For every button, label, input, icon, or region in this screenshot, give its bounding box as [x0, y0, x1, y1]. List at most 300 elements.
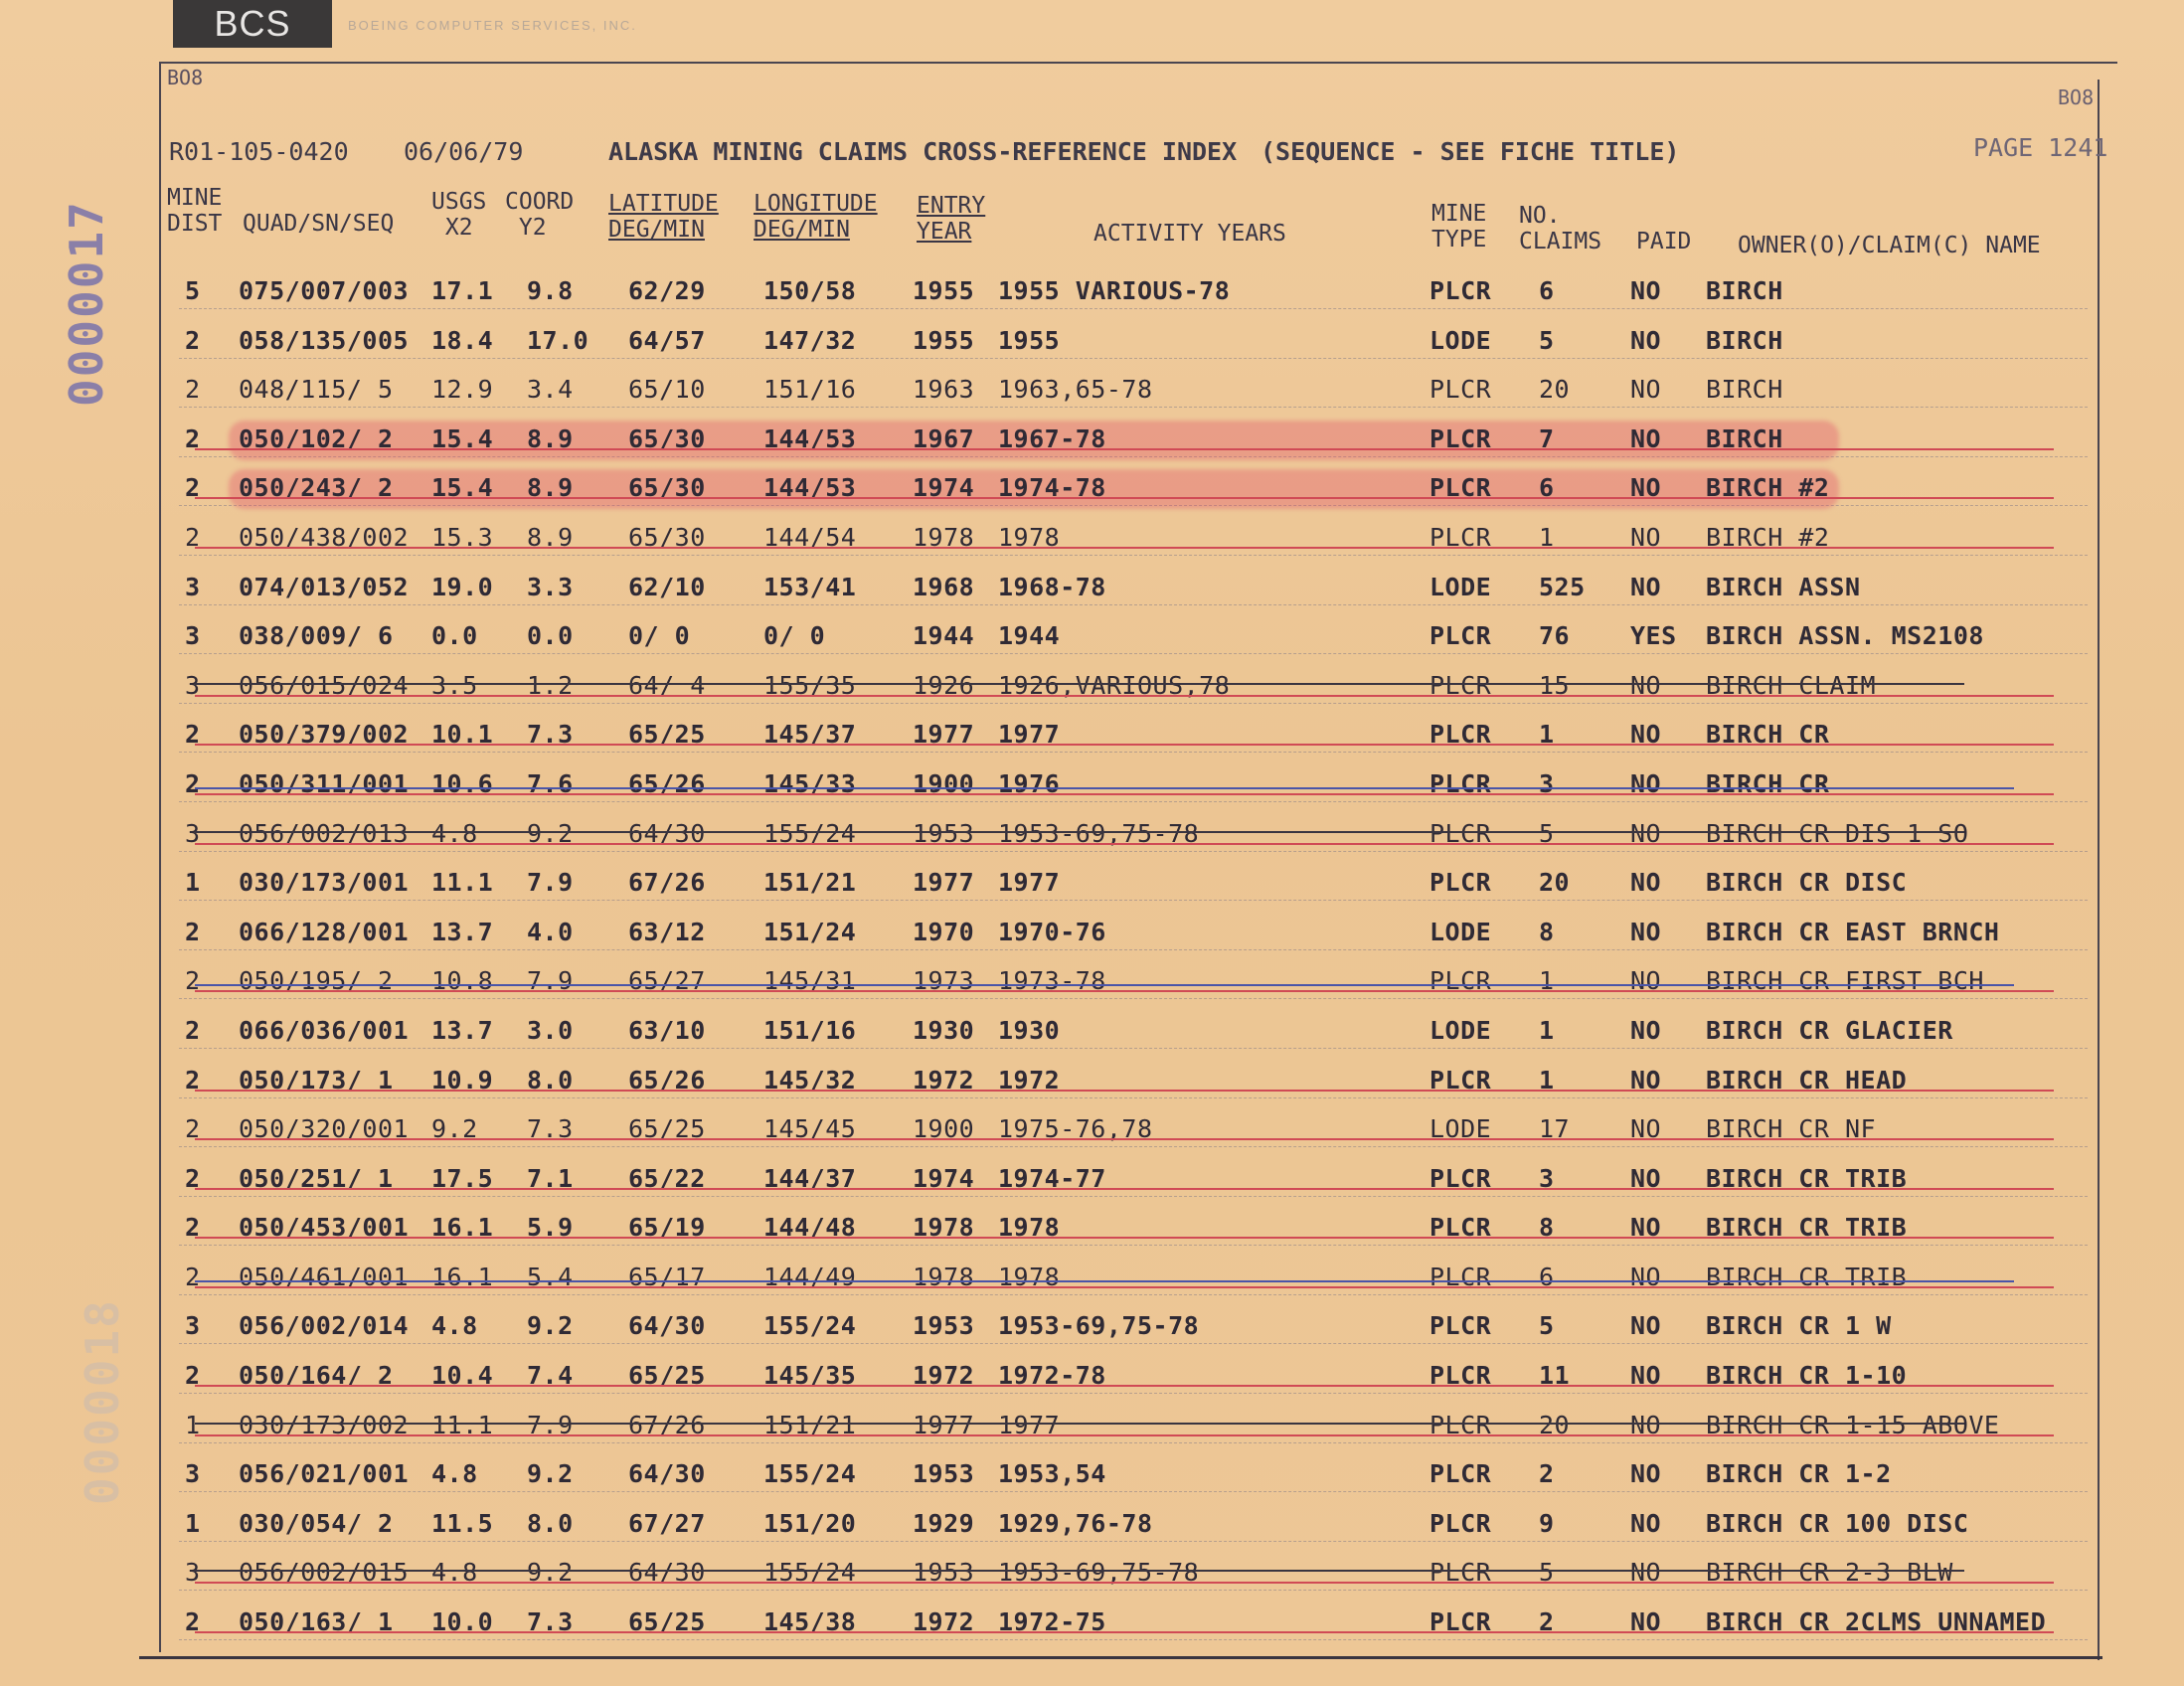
col-header-paid: PAID	[1636, 229, 1692, 254]
cell-mine-dist: 3	[185, 818, 201, 848]
frame-top-border	[161, 62, 2117, 64]
side-stamp-number: 0000017	[60, 200, 113, 407]
cell-usgs-x2: 10.6	[431, 768, 494, 798]
cell-activity-years: 1977	[998, 1410, 1061, 1439]
table-row	[0, 856, 2184, 906]
report-date: 06/06/79	[404, 137, 524, 166]
cell-activity-years: 1977	[998, 868, 1061, 898]
cell-mine-dist: 3	[185, 1459, 201, 1489]
red-underline-mark	[195, 1188, 2054, 1190]
cell-quad-sn-seq: 050/163/ 1	[239, 1607, 394, 1637]
cell-owner-claim-name: BIRCH CR	[1706, 720, 1830, 750]
cell-usgs-x2: 11.1	[431, 1410, 494, 1439]
cell-mine-dist: 3	[185, 1558, 201, 1588]
report-sequence-note: (SEQUENCE - SEE FICHE TITLE)	[1260, 137, 1680, 166]
blue-strikethrough-mark	[195, 984, 2014, 986]
cell-quad-sn-seq: 050/311/001	[239, 768, 410, 798]
cell-longitude: 145/45	[763, 1114, 857, 1144]
cell-no-claims: 525	[1539, 572, 1586, 601]
cell-activity-years: 1968-78	[998, 572, 1106, 601]
cell-quad-sn-seq: 050/320/001	[239, 1114, 410, 1144]
cell-coord-y2: 7.4	[527, 1361, 574, 1391]
cell-longitude: 144/53	[763, 473, 857, 503]
cell-latitude: 67/26	[628, 1410, 706, 1439]
cell-longitude: 155/35	[763, 670, 857, 700]
cell-quad-sn-seq: 050/164/ 2	[239, 1361, 394, 1391]
cell-longitude: 155/24	[763, 1311, 857, 1341]
cell-usgs-x2: 4.8	[431, 818, 478, 848]
cell-owner-claim-name: BIRCH CR 1-2	[1706, 1459, 1892, 1489]
cell-mine-dist: 2	[185, 1015, 201, 1045]
black-strikethrough-mark	[195, 1570, 1964, 1572]
cell-entry-year: 1972	[913, 1065, 975, 1095]
cell-paid: NO	[1630, 1213, 1662, 1243]
col-header-entry-year: ENTRY YEAR	[917, 193, 986, 245]
cell-usgs-x2: 11.5	[431, 1508, 494, 1538]
cell-quad-sn-seq: 058/135/005	[239, 325, 410, 355]
cell-entry-year: 1968	[913, 572, 975, 601]
cell-coord-y2: 8.9	[527, 473, 574, 503]
cell-entry-year: 1977	[913, 720, 975, 750]
cell-latitude: 65/30	[628, 522, 706, 552]
table-row	[0, 659, 2184, 709]
cell-no-claims: 20	[1539, 1410, 1571, 1439]
cell-mine-dist: 3	[185, 670, 201, 700]
cell-usgs-x2: 9.2	[431, 1114, 478, 1144]
row-separator	[179, 1491, 2088, 1492]
cell-latitude: 65/17	[628, 1262, 706, 1291]
cell-latitude: 64/30	[628, 1558, 706, 1588]
row-separator	[179, 703, 2088, 704]
cell-activity-years: 1973-78	[998, 966, 1106, 996]
cell-paid: NO	[1630, 1459, 1662, 1489]
cell-quad-sn-seq: 066/036/001	[239, 1015, 410, 1045]
cell-paid: NO	[1630, 473, 1662, 503]
cell-quad-sn-seq: 038/009/ 6	[239, 621, 394, 651]
cell-owner-claim-name: BIRCH CR EAST BRNCH	[1706, 917, 2000, 946]
col-header-coord-y2: COORD Y2	[505, 189, 575, 241]
cell-quad-sn-seq: 056/015/024	[239, 670, 410, 700]
cell-quad-sn-seq: 030/173/001	[239, 868, 410, 898]
table-row	[0, 363, 2184, 413]
cell-activity-years: 1967-78	[998, 423, 1106, 453]
cell-activity-years: 1944	[998, 621, 1061, 651]
black-strikethrough-mark	[195, 683, 1964, 685]
frame-bottom-border	[139, 1656, 2102, 1659]
cell-coord-y2: 17.0	[527, 325, 589, 355]
cell-usgs-x2: 15.3	[431, 522, 494, 552]
cell-paid: YES	[1630, 621, 1677, 651]
table-row	[0, 1349, 2184, 1399]
row-separator	[179, 998, 2088, 999]
cell-latitude: 64/ 4	[628, 670, 706, 700]
red-underline-mark	[195, 1286, 2054, 1288]
cell-paid: NO	[1630, 1558, 1662, 1588]
cell-entry-year: 1963	[913, 375, 975, 405]
red-underline-mark	[195, 1385, 2054, 1387]
cell-latitude: 62/10	[628, 572, 706, 601]
cell-coord-y2: 8.0	[527, 1065, 574, 1095]
cell-no-claims: 5	[1539, 818, 1555, 848]
cell-mine-type: PLCR	[1429, 1065, 1492, 1095]
table-row	[0, 1152, 2184, 1202]
cell-owner-claim-name: BIRCH CR HEAD	[1706, 1065, 1908, 1095]
cell-owner-claim-name: BIRCH CR TRIB	[1706, 1262, 1908, 1291]
cell-mine-type: PLCR	[1429, 473, 1492, 503]
cell-entry-year: 1977	[913, 1410, 975, 1439]
cell-activity-years: 1970-76	[998, 917, 1106, 946]
table-row	[0, 1546, 2184, 1596]
cell-longitude: 145/31	[763, 966, 857, 996]
cell-owner-claim-name: BIRCH CR GLACIER	[1706, 1015, 1953, 1045]
cell-longitude: 145/32	[763, 1065, 857, 1095]
page-number: PAGE 1241	[1973, 133, 2108, 162]
cell-paid: NO	[1630, 670, 1662, 700]
cell-mine-dist: 2	[185, 1262, 201, 1291]
side-stamp-number-faint: 0000018	[76, 1298, 129, 1505]
cell-entry-year: 1978	[913, 1262, 975, 1291]
cell-no-claims: 1	[1539, 522, 1555, 552]
cell-mine-type: PLCR	[1429, 621, 1492, 651]
cell-owner-claim-name: BIRCH ASSN. MS2108	[1706, 621, 1984, 651]
cell-usgs-x2: 3.5	[431, 670, 478, 700]
cell-paid: NO	[1630, 1163, 1662, 1193]
cell-mine-dist: 2	[185, 522, 201, 552]
table-row	[0, 1251, 2184, 1300]
col-header-longitude: LONGITUDE DEG/MIN	[754, 191, 878, 243]
cell-entry-year: 1967	[913, 423, 975, 453]
cell-paid: NO	[1630, 966, 1662, 996]
cell-latitude: 65/25	[628, 720, 706, 750]
cell-quad-sn-seq: 050/195/ 2	[239, 966, 394, 996]
cell-entry-year: 1973	[913, 966, 975, 996]
row-separator	[179, 358, 2088, 359]
cell-longitude: 151/21	[763, 868, 857, 898]
cell-latitude: 65/25	[628, 1361, 706, 1391]
red-underline-mark	[195, 744, 2054, 746]
cell-longitude: 153/41	[763, 572, 857, 601]
cell-usgs-x2: 10.1	[431, 720, 494, 750]
row-separator	[179, 949, 2088, 950]
cell-entry-year: 1953	[913, 1558, 975, 1588]
row-separator	[179, 555, 2088, 556]
cell-mine-dist: 1	[185, 1410, 201, 1439]
cell-activity-years: 1930	[998, 1015, 1061, 1045]
table-row	[0, 807, 2184, 857]
cell-no-claims: 7	[1539, 423, 1555, 453]
cell-entry-year: 1900	[913, 768, 975, 798]
cell-longitude: 144/37	[763, 1163, 857, 1193]
cell-mine-type: PLCR	[1429, 1558, 1492, 1588]
cell-entry-year: 1972	[913, 1361, 975, 1391]
cell-owner-claim-name: BIRCH CR 1-15 ABOVE	[1706, 1410, 2000, 1439]
red-underline-mark	[195, 1631, 2054, 1633]
row-separator	[179, 1393, 2088, 1394]
cell-mine-type: PLCR	[1429, 768, 1492, 798]
cell-coord-y2: 9.2	[527, 818, 574, 848]
red-underline-mark	[195, 1090, 2054, 1092]
cell-quad-sn-seq: 030/173/002	[239, 1410, 410, 1439]
cell-usgs-x2: 13.7	[431, 1015, 494, 1045]
cell-quad-sn-seq: 074/013/052	[239, 572, 410, 601]
cell-no-claims: 5	[1539, 1311, 1555, 1341]
cell-latitude: 62/29	[628, 276, 706, 305]
cell-coord-y2: 7.6	[527, 768, 574, 798]
cell-mine-type: LODE	[1429, 572, 1492, 601]
cell-owner-claim-name: BIRCH	[1706, 375, 1783, 405]
red-underline-mark	[195, 1138, 2054, 1140]
red-underline-mark	[195, 843, 2054, 845]
cell-owner-claim-name: BIRCH CR DIS 1 SO	[1706, 818, 1969, 848]
cell-usgs-x2: 17.1	[431, 276, 494, 305]
col-header-mine-dist: MINE DIST	[167, 185, 223, 237]
row-separator	[179, 801, 2088, 802]
cell-coord-y2: 1.2	[527, 670, 574, 700]
cell-paid: NO	[1630, 325, 1662, 355]
cell-latitude: 65/19	[628, 1213, 706, 1243]
cell-longitude: 144/49	[763, 1262, 857, 1291]
red-underline-mark	[195, 990, 2054, 992]
col-header-latitude: LATITUDE DEG/MIN	[608, 191, 719, 243]
col-header-usgs-x2: USGS X2	[431, 189, 487, 241]
cell-coord-y2: 8.9	[527, 522, 574, 552]
cell-usgs-x2: 13.7	[431, 917, 494, 946]
cell-no-claims: 1	[1539, 966, 1555, 996]
cell-coord-y2: 7.1	[527, 1163, 574, 1193]
cell-quad-sn-seq: 056/002/014	[239, 1311, 410, 1341]
cell-entry-year: 1953	[913, 818, 975, 848]
cell-usgs-x2: 12.9	[431, 375, 494, 405]
cell-quad-sn-seq: 050/243/ 2	[239, 473, 394, 503]
cell-mine-type: PLCR	[1429, 1459, 1492, 1489]
table-row	[0, 1447, 2184, 1497]
cell-owner-claim-name: BIRCH CR NF	[1706, 1114, 1877, 1144]
cell-usgs-x2: 0.0	[431, 621, 478, 651]
col-header-mine-type: MINE TYPE	[1431, 201, 1487, 253]
row-separator	[179, 1245, 2088, 1246]
cell-no-claims: 3	[1539, 768, 1555, 798]
table-row	[0, 1102, 2184, 1152]
cell-owner-claim-name: BIRCH ASSN	[1706, 572, 1861, 601]
row-separator	[179, 1590, 2088, 1591]
cell-activity-years: 1953-69,75-78	[998, 1558, 1200, 1588]
table-row	[0, 1004, 2184, 1054]
cell-coord-y2: 3.0	[527, 1015, 574, 1045]
col-header-quad-sn-seq: QUAD/SN/SEQ	[243, 211, 395, 237]
cell-mine-type: LODE	[1429, 917, 1492, 946]
row-separator	[179, 308, 2088, 309]
cell-owner-claim-name: BIRCH CR 1-10	[1706, 1361, 1908, 1391]
table-row	[0, 561, 2184, 610]
cell-no-claims: 11	[1539, 1361, 1571, 1391]
cell-owner-claim-name: BIRCH	[1706, 325, 1783, 355]
cell-coord-y2: 0.0	[527, 621, 574, 651]
red-underline-mark	[195, 547, 2054, 549]
cell-usgs-x2: 19.0	[431, 572, 494, 601]
cell-latitude: 67/27	[628, 1508, 706, 1538]
cell-mine-type: PLCR	[1429, 276, 1492, 305]
cell-quad-sn-seq: 050/173/ 1	[239, 1065, 394, 1095]
cell-usgs-x2: 17.5	[431, 1163, 494, 1193]
cell-coord-y2: 8.9	[527, 423, 574, 453]
red-underline-mark	[195, 695, 2054, 697]
cell-mine-type: PLCR	[1429, 1410, 1492, 1439]
cell-activity-years: 1974-78	[998, 473, 1106, 503]
cell-quad-sn-seq: 030/054/ 2	[239, 1508, 394, 1538]
cell-paid: NO	[1630, 1262, 1662, 1291]
cell-entry-year: 1944	[913, 621, 975, 651]
cell-activity-years: 1953,54	[998, 1459, 1106, 1489]
cell-longitude: 151/21	[763, 1410, 857, 1439]
table-row	[0, 954, 2184, 1004]
cell-longitude: 145/38	[763, 1607, 857, 1637]
cell-no-claims: 2	[1539, 1459, 1555, 1489]
cell-longitude: 155/24	[763, 818, 857, 848]
cell-no-claims: 1	[1539, 1065, 1555, 1095]
cell-entry-year: 1974	[913, 1163, 975, 1193]
cell-owner-claim-name: BIRCH CLAIM	[1706, 670, 1877, 700]
cell-owner-claim-name: BIRCH CR FIRST BCH	[1706, 966, 1984, 996]
row-separator	[179, 752, 2088, 753]
cell-usgs-x2: 15.4	[431, 423, 494, 453]
table-row	[0, 906, 2184, 955]
cell-latitude: 65/30	[628, 473, 706, 503]
cell-mine-type: PLCR	[1429, 1213, 1492, 1243]
row-separator	[179, 1541, 2088, 1542]
cell-latitude: 0/ 0	[628, 621, 691, 651]
cell-latitude: 64/30	[628, 818, 706, 848]
cell-owner-claim-name: BIRCH CR DISC	[1706, 868, 1908, 898]
cell-coord-y2: 7.9	[527, 1410, 574, 1439]
cell-mine-type: PLCR	[1429, 1262, 1492, 1291]
cell-quad-sn-seq: 050/453/001	[239, 1213, 410, 1243]
table-row	[0, 1201, 2184, 1251]
cell-usgs-x2: 15.4	[431, 473, 494, 503]
table-row	[0, 1299, 2184, 1349]
cell-activity-years: 1978	[998, 1213, 1061, 1243]
cell-mine-dist: 3	[185, 572, 201, 601]
row-separator	[179, 604, 2088, 605]
cell-latitude: 65/25	[628, 1114, 706, 1144]
cell-no-claims: 2	[1539, 1607, 1555, 1637]
cell-paid: NO	[1630, 1114, 1662, 1144]
cell-mine-type: LODE	[1429, 325, 1492, 355]
cell-mine-dist: 2	[185, 1361, 201, 1391]
cell-activity-years: 1976	[998, 768, 1061, 798]
cell-no-claims: 3	[1539, 1163, 1555, 1193]
cell-activity-years: 1929,76-78	[998, 1508, 1153, 1538]
table-row	[0, 413, 2184, 462]
cell-latitude: 64/30	[628, 1459, 706, 1489]
cell-latitude: 65/27	[628, 966, 706, 996]
table-row	[0, 1399, 2184, 1448]
table-row	[0, 314, 2184, 364]
cell-quad-sn-seq: 056/002/015	[239, 1558, 410, 1588]
cell-mine-dist: 3	[185, 1311, 201, 1341]
report-code: R01-105-0420	[169, 137, 349, 166]
cell-activity-years: 1977	[998, 720, 1061, 750]
cell-usgs-x2: 10.8	[431, 966, 494, 996]
cell-activity-years: 1953-69,75-78	[998, 818, 1200, 848]
cell-coord-y2: 3.3	[527, 572, 574, 601]
cell-longitude: 155/24	[763, 1459, 857, 1489]
cell-coord-y2: 7.9	[527, 868, 574, 898]
cell-quad-sn-seq: 056/002/013	[239, 818, 410, 848]
cell-quad-sn-seq: 056/021/001	[239, 1459, 410, 1489]
cell-entry-year: 1955	[913, 276, 975, 305]
blue-strikethrough-mark	[195, 787, 2014, 789]
col-header-owner-claim-name: OWNER(O)/CLAIM(C) NAME	[1738, 233, 2041, 258]
cell-mine-type: PLCR	[1429, 1607, 1492, 1637]
cell-quad-sn-seq: 050/461/001	[239, 1262, 410, 1291]
col-header-no-claims: NO. CLAIMS	[1519, 203, 1602, 254]
cell-entry-year: 1978	[913, 522, 975, 552]
cell-longitude: 150/58	[763, 276, 857, 305]
cell-activity-years: 1975-76,78	[998, 1114, 1153, 1144]
cell-mine-type: LODE	[1429, 1015, 1492, 1045]
cell-coord-y2: 8.0	[527, 1508, 574, 1538]
cell-paid: NO	[1630, 1607, 1662, 1637]
cell-quad-sn-seq: 048/115/ 5	[239, 375, 394, 405]
claims-table	[0, 264, 2184, 1645]
cell-paid: NO	[1630, 375, 1662, 405]
cell-mine-type: PLCR	[1429, 670, 1492, 700]
cell-no-claims: 20	[1539, 868, 1571, 898]
cell-owner-claim-name: BIRCH CR 2CLMS UNNAMED	[1706, 1607, 2047, 1637]
cell-no-claims: 8	[1539, 1213, 1555, 1243]
cell-entry-year: 1929	[913, 1508, 975, 1538]
cell-entry-year: 1953	[913, 1459, 975, 1489]
col-header-activity-years: ACTIVITY YEARS	[1093, 221, 1286, 247]
cell-paid: NO	[1630, 1508, 1662, 1538]
cell-coord-y2: 9.2	[527, 1459, 574, 1489]
cell-longitude: 144/48	[763, 1213, 857, 1243]
red-underline-mark	[195, 1434, 2054, 1436]
cell-coord-y2: 7.3	[527, 1607, 574, 1637]
cell-longitude: 144/54	[763, 522, 857, 552]
cell-usgs-x2: 4.8	[431, 1311, 478, 1341]
cell-paid: NO	[1630, 276, 1662, 305]
cell-no-claims: 5	[1539, 325, 1555, 355]
cell-longitude: 144/53	[763, 423, 857, 453]
cell-mine-dist: 1	[185, 1508, 201, 1538]
cell-longitude: 0/ 0	[763, 621, 826, 651]
cell-activity-years: 1972-75	[998, 1607, 1106, 1637]
cell-usgs-x2: 10.4	[431, 1361, 494, 1391]
cell-owner-claim-name: BIRCH	[1706, 423, 1783, 453]
table-row	[0, 1054, 2184, 1103]
cell-mine-dist: 2	[185, 325, 201, 355]
cell-no-claims: 1	[1539, 1015, 1555, 1045]
cell-mine-dist: 2	[185, 1213, 201, 1243]
cell-mine-dist: 2	[185, 768, 201, 798]
cell-usgs-x2: 18.4	[431, 325, 494, 355]
cell-entry-year: 1926	[913, 670, 975, 700]
cell-activity-years: 1926,VARIOUS,78	[998, 670, 1231, 700]
cell-longitude: 151/20	[763, 1508, 857, 1538]
cell-longitude: 151/16	[763, 1015, 857, 1045]
cell-paid: NO	[1630, 522, 1662, 552]
cell-activity-years: 1974-77	[998, 1163, 1106, 1193]
cell-usgs-x2: 11.1	[431, 868, 494, 898]
cell-usgs-x2: 10.0	[431, 1607, 494, 1637]
cell-quad-sn-seq: 050/438/002	[239, 522, 410, 552]
red-underline-mark	[195, 793, 2054, 795]
cell-longitude: 151/16	[763, 375, 857, 405]
table-row	[0, 758, 2184, 807]
cell-mine-dist: 2	[185, 917, 201, 946]
cell-mine-type: PLCR	[1429, 1508, 1492, 1538]
